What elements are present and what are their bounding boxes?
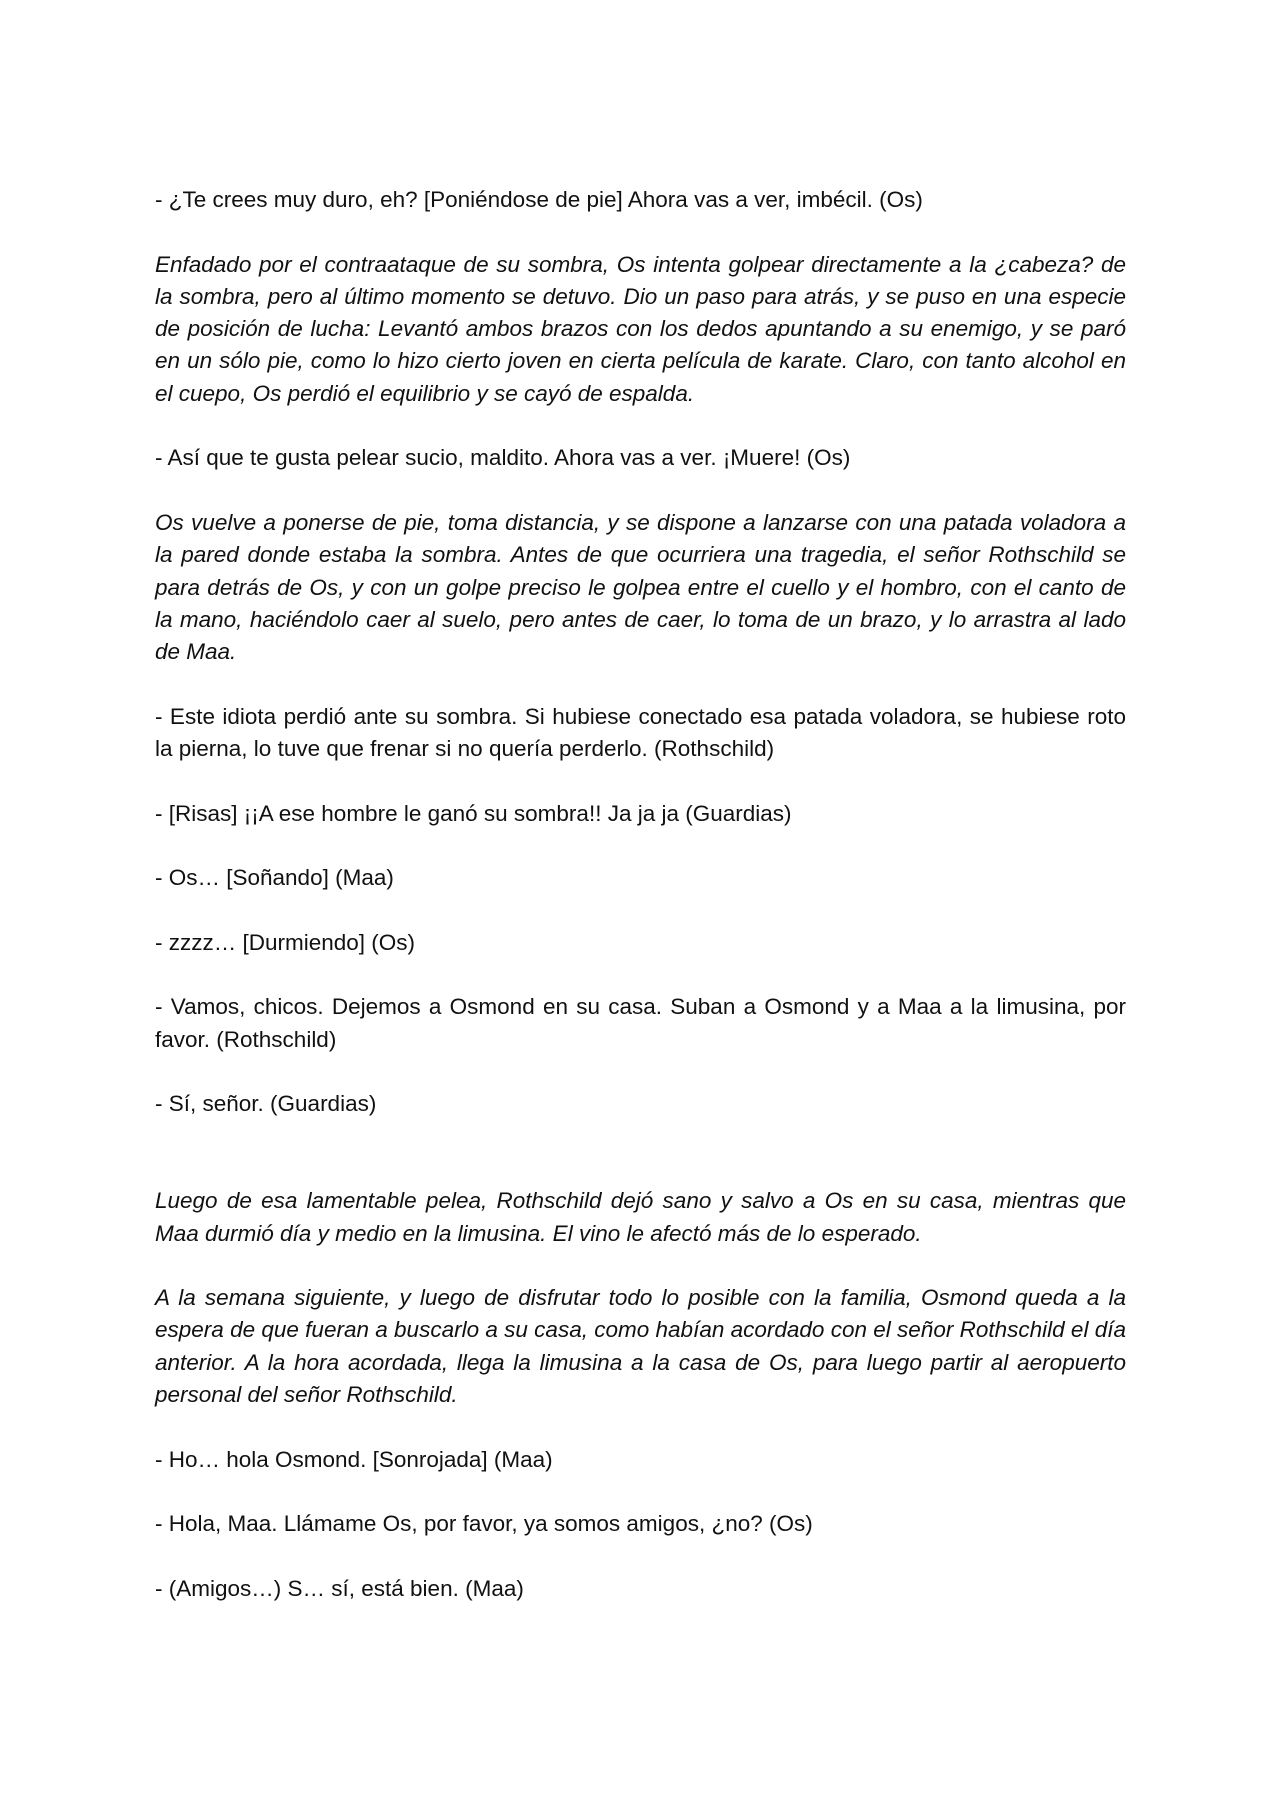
- dialogue-line: - Sí, señor. (Guardias): [155, 1091, 377, 1117]
- narration-paragraph: Luego de esa lamentable pelea, Rothschild dejó sano y salvo a Os en su casa, mientras que Maa durmió día y medio en la limusina. El vino le afectó más de lo esperado.: [155, 1188, 1126, 1246]
- dialogue-line: - zzzz… [Durmiendo] (Os): [155, 929, 416, 955]
- dialogue-line: - Hola, Maa. Llámame Os, por favor, ya somos amigos, ¿no? (Os): [155, 1511, 813, 1537]
- dialogue-line: - Os… [Soñando] (Maa): [155, 865, 394, 891]
- dialogue-line: - Ho… hola Osmond. [Sonrojada] (Maa): [155, 1446, 553, 1472]
- dialogue-line: - ¿Te crees muy duro, eh? [Poniéndose de pie] Ahora vas a ver, imbécil. (Os): [155, 187, 923, 212]
- dialogue-line: - (Amigos…) S… sí, está bien. (Maa): [155, 1575, 524, 1601]
- dialogue-line: - Así que te gusta pelear sucio, maldito. Ahora vas a ver. ¡Muere! (Os): [155, 445, 851, 471]
- dialogue-line: - Vamos, chicos. Dejemos a Osmond en su casa. Suban a Osmond y a Maa a la limusina, por favor. (Rothschild): [155, 994, 1126, 1052]
- narration-paragraph: Enfadado por el contraataque de su sombra, Os intenta golpear directamente a la ¿cabeza? de la sombra, pero al último momento se detuvo. Dio un paso para atrás, y se puso en una especie de posición de lucha: Levantó ambos brazos con los dedos apuntando a su enemigo, y se paró en un sólo pie, como lo hizo cierto joven en cierta película de karate. Claro, con tanto alcohol en el cuepo, Os perdió el equilibrio y se cayó de espalda.: [155, 251, 1126, 406]
- blank-line: [155, 1153, 1126, 1185]
- narration-paragraph: Os vuelve a ponerse de pie, toma distancia, y se dispone a lanzarse con una patada voladora a la pared donde estaba la sombra. Antes de que ocurriera una tragedia, el señor Rothschild se para detrás de Os, y con un golpe preciso le golpea entre el cuello y el hombro, con el canto de la mano, haciéndolo caer al suelo, pero antes de caer, lo toma de un brazo, y lo arrastra al lado de Maa.: [155, 509, 1126, 665]
- dialogue-line: - [Risas] ¡¡A ese hombre le ganó su sombra!! Ja ja ja (Guardias): [155, 800, 792, 826]
- dialogue-line: - Este idiota perdió ante su sombra. Si hubiese conectado esa patada voladora, se hubiese roto la pierna, lo tuve que frenar si no quería perderlo. (Rothschild): [155, 703, 1126, 762]
- document-page: [155, 184, 1126, 1637]
- narration-paragraph: A la semana siguiente, y luego de disfrutar todo lo posible con la familia, Osmond queda a la espera de que fueran a buscarlo a su casa, como habían acordado con el señor Rothschild el día anterior. A la hora acordada, llega la limusina a la casa de Os, para luego partir al aeropuerto personal del señor Rothschild.: [155, 1285, 1126, 1407]
